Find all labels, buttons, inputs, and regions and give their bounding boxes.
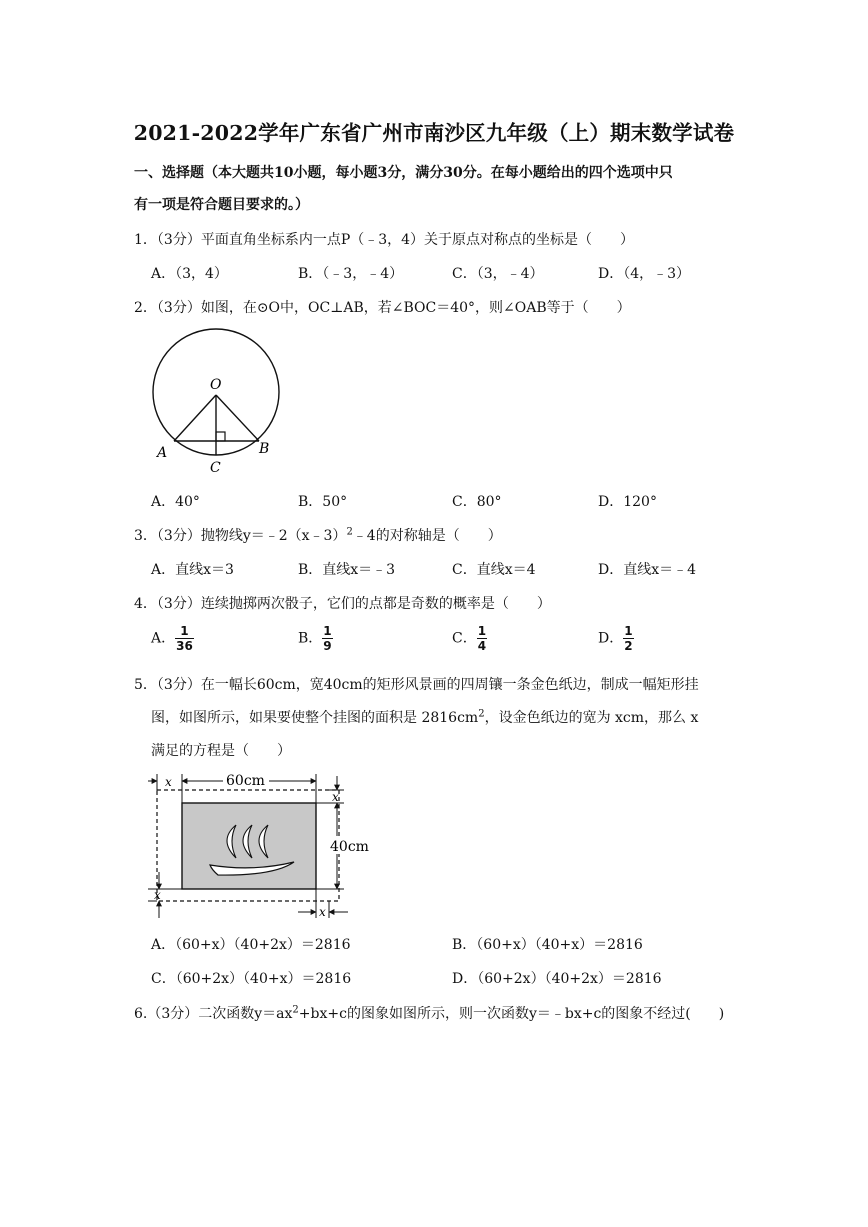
label-x-top: x [165,775,172,789]
question-4-option-d [598,624,634,653]
question-5-exponent: 2 [478,708,485,720]
label-x-right: x [332,790,339,804]
option-letter: C． [452,630,477,647]
question-4-option-c [452,624,487,653]
question-5-option-a: A．（60+x）（40+2x）＝2816 [151,937,351,953]
fraction-numerator: 1 [477,624,487,638]
segment-oa [174,395,216,441]
right-angle-mark [216,432,225,441]
painting-rect [182,803,316,889]
question-5-stem-line2 [151,707,698,727]
question-6-stem [134,1003,724,1023]
question-1-option-c: C．（3，﹣4） [452,266,544,282]
fraction-numerator: 1 [175,624,194,639]
question-3-option-d: D．直线x＝﹣4 [598,562,697,578]
label-x-left: x [154,888,161,902]
question-6-stem-part1: 6.（3分）二次函数y＝ax [134,1006,293,1022]
question-1-option-b: B．（﹣3，﹣4） [298,266,404,282]
option-letter: D． [598,630,624,647]
frame-figure [148,772,378,922]
question-5-option-d: D．（60+2x）（40+2x）＝2816 [452,971,662,987]
section-heading-line1: 一、选择题（本大题共10小题，每小题3分，满分30分。在每小题给出的四个选项中只 [134,165,673,181]
question-2-option-b: B．50° [298,494,348,510]
fraction [322,624,332,653]
segment-ob [216,395,259,441]
page-title: 2021-2022学年广东省广州市南沙区九年级（上）期末数学试卷 [133,121,735,145]
question-2-stem: 2．（3分）如图，在⊙O中，OC⊥AB，若∠BOC＝40°，则∠OAB等于（ ） [134,300,631,316]
fraction-denominator: 4 [477,639,487,653]
question-5-option-c: C．（60+2x）（40+x）＝2816 [151,971,352,987]
question-5-stem-line1: 5．（3分）在一幅长60cm，宽40cm的矩形风景画的四周镶一条金色纸边，制成一幅矩形挂 [134,677,699,693]
question-6-exponent: 2 [292,1004,299,1016]
question-5-stem-line3: 满足的方程是（ ） [151,743,291,759]
fraction-denominator: 9 [323,639,332,653]
question-5-stem-line2-part1: 图，如图所示，如果要使整个挂图的面积是 2816cm [151,710,479,726]
question-3-exponent: 2 [346,526,353,538]
label-height: 40cm [330,839,369,855]
label-x-bottom: x [319,905,326,919]
option-letter: B． [298,630,323,647]
circle-figure [148,326,288,478]
question-2-option-d: D．120° [598,494,657,510]
fraction-denominator: 2 [624,639,633,653]
fraction [477,624,487,653]
question-1-option-a: A．（3，4） [151,266,228,282]
label-width: 60cm [226,773,265,789]
fraction-numerator: 1 [323,624,332,638]
question-3-option-c: C．直线x＝4 [452,562,536,578]
fraction [175,624,194,653]
question-1-option-d: D．（4，﹣3） [598,266,691,282]
fraction-denominator: 36 [176,639,193,653]
question-5-option-b: B．（60+x）（40+x）＝2816 [452,937,643,953]
fraction-numerator: 1 [624,624,633,638]
label-a: A [157,445,168,461]
option-letter: A． [151,630,176,647]
question-3-stem-tail: ﹣4的对称轴是（ ） [352,528,502,544]
question-4-option-b [298,624,333,653]
question-5-stem-line2-part2: ，设金色纸边的宽为 xcm，那么 x [484,710,699,726]
question-6-stem-part2: +bx+c的图象如图所示，则一次函数y＝﹣bx+c的图象不经过( ) [298,1006,725,1022]
question-4-option-a [151,624,194,653]
question-2-option-c: C．80° [452,494,502,510]
question-3-option-b: B．直线x＝﹣3 [298,562,396,578]
question-3-option-a: A．直线x＝3 [151,562,234,578]
label-c: C [210,460,221,476]
question-2-option-a: A．40° [151,494,200,510]
question-4-stem: 4．（3分）连续抛掷两次骰子，它们的点都是奇数的概率是（ ） [134,596,551,612]
label-o: O [210,377,222,393]
fraction [623,624,633,653]
question-3-stem [134,525,502,545]
label-b: B [259,441,270,457]
section-heading-line2: 有一项是符合题目要求的。） [134,197,309,213]
question-1-stem: 1．（3分）平面直角坐标系内一点P（﹣3，4）关于原点对称点的坐标是（ ） [134,232,635,248]
question-3-stem-main: 3．（3分）抛物线y＝﹣2（x﹣3） [134,528,347,544]
